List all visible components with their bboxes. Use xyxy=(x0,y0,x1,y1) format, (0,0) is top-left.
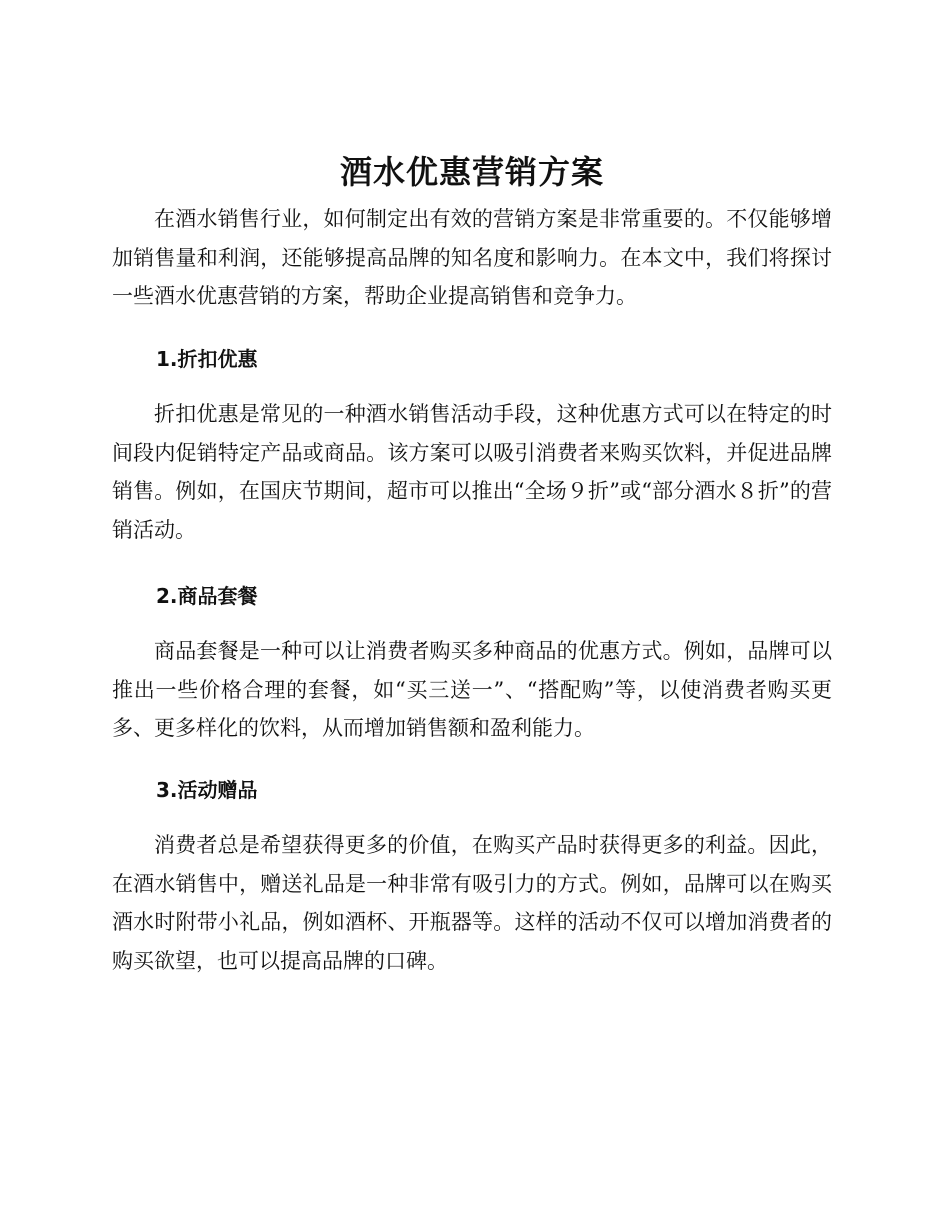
section-heading-bundle: 2.商品套餐 xyxy=(156,584,258,608)
section-body-gifts: 消费者总是希望获得更多的价值，在购买产品时获得更多的利益。因此，在酒水销售中，赠送礼品是一种非常有吸引力的方式。例如，品牌可以在购买酒水时附带小礼品，例如酒杯、开瓶器等。这样的活动不仅可以增加消费者的购买欲望，也可以提高品牌的口碑。 xyxy=(112,833,832,973)
document-title: 酒水优惠营销方案 xyxy=(339,153,604,191)
section-heading-gifts: 3.活动赠品 xyxy=(156,778,258,802)
section-heading-discount: 1.折扣优惠 xyxy=(156,347,258,371)
section-body-bundle: 商品套餐是一种可以让消费者购买多种商品的优惠方式。例如，品牌可以推出一些价格合理的套餐，如“买三送一”、“搭配购”等，以使消费者购买更多、更多样化的饮料，从而增加销售额和盈利能力。 xyxy=(112,639,832,740)
section-body-discount: 折扣优惠是常见的一种酒水销售活动手段，这种优惠方式可以在特定的时间段内促销特定产品或商品。该方案可以吸引消费者来购买饮料，并促进品牌销售。例如，在国庆节期间，超市可以推出“全场９折”或“部分酒水８折”的营销活动。 xyxy=(112,402,832,542)
intro-paragraph: 在酒水销售行业，如何制定出有效的营销方案是非常重要的。不仅能够增加销售量和利润，还能够提高品牌的知名度和影响力。在本文中，我们将探讨一些酒水优惠营销的方案，帮助企业提高销售和竞争力。 xyxy=(112,207,832,308)
